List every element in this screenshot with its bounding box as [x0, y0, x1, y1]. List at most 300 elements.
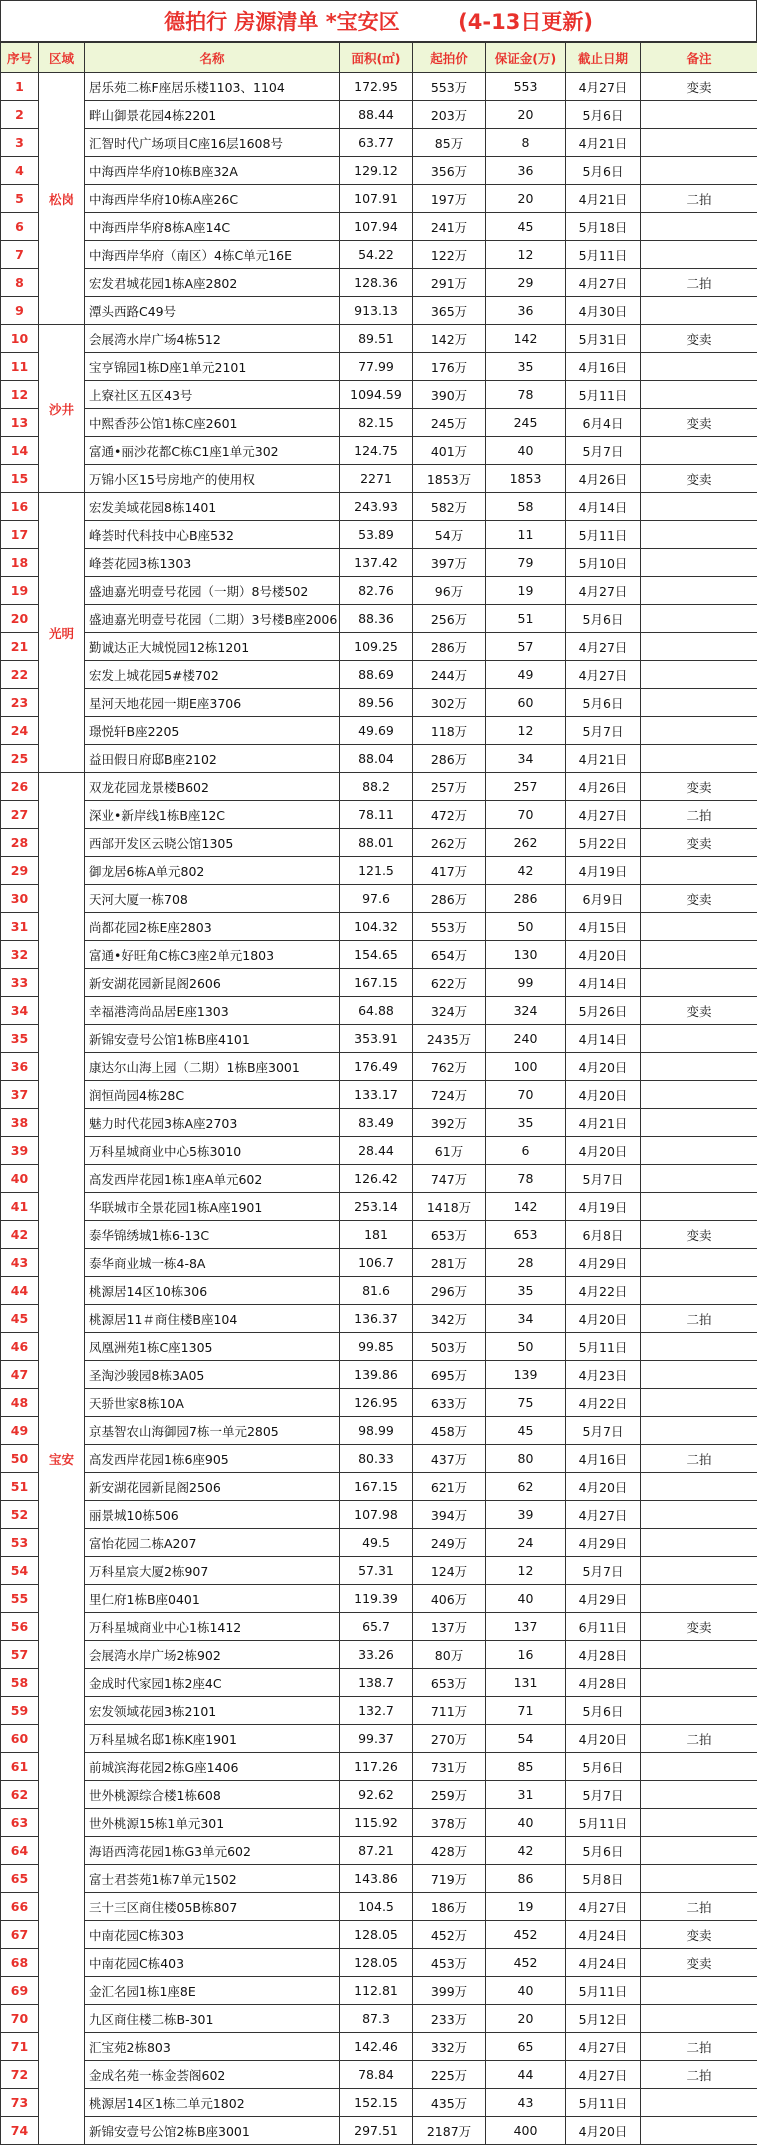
deadline-date: 5月7日 — [566, 1417, 641, 1445]
start-price: 286万 — [413, 633, 486, 661]
area-value: 119.39 — [340, 1585, 413, 1613]
note-value — [641, 1977, 757, 2005]
deadline-date: 4月20日 — [566, 1473, 641, 1501]
start-price: 401万 — [413, 437, 486, 465]
row-index: 71 — [1, 2033, 39, 2061]
area-value: 107.94 — [340, 213, 413, 241]
start-price: 453万 — [413, 1949, 486, 1977]
deposit-value: 142 — [486, 325, 566, 353]
note-value — [641, 1109, 757, 1137]
area-value: 88.69 — [340, 661, 413, 689]
deadline-date: 5月10日 — [566, 549, 641, 577]
deposit-value: 70 — [486, 801, 566, 829]
start-price: 186万 — [413, 1893, 486, 1921]
deadline-date: 5月7日 — [566, 1781, 641, 1809]
area-value: 54.22 — [340, 241, 413, 269]
deadline-date: 4月29日 — [566, 1585, 641, 1613]
start-price: 137万 — [413, 1613, 486, 1641]
start-price: 621万 — [413, 1473, 486, 1501]
area-value: 99.37 — [340, 1725, 413, 1753]
property-name: 万科星城商业中心1栋1412 — [85, 1613, 340, 1641]
property-name: 会展湾水岸广场2栋902 — [85, 1641, 340, 1669]
note-value — [641, 661, 757, 689]
row-index: 54 — [1, 1557, 39, 1585]
property-name: 汇智时代广场项目C座16层1608号 — [85, 129, 340, 157]
note-value — [641, 1585, 757, 1613]
area-value: 126.95 — [340, 1389, 413, 1417]
deposit-value: 78 — [486, 381, 566, 409]
row-index: 37 — [1, 1081, 39, 1109]
table-row — [1, 745, 757, 773]
start-price: 762万 — [413, 1053, 486, 1081]
deadline-date: 4月29日 — [566, 1249, 641, 1277]
deadline-date: 4月27日 — [566, 73, 641, 101]
table-row — [1, 661, 757, 689]
note-value — [641, 605, 757, 633]
area-value: 128.05 — [340, 1949, 413, 1977]
deadline-date: 6月4日 — [566, 409, 641, 437]
deadline-date: 5月8日 — [566, 1865, 641, 1893]
deadline-date: 4月27日 — [566, 633, 641, 661]
deposit-value: 6 — [486, 1137, 566, 1165]
note-value — [641, 969, 757, 997]
row-index: 63 — [1, 1809, 39, 1837]
start-price: 582万 — [413, 493, 486, 521]
deadline-date: 5月26日 — [566, 997, 641, 1025]
note-value — [641, 1473, 757, 1501]
note-value: 二拍 — [641, 1893, 757, 1921]
row-index: 72 — [1, 2061, 39, 2089]
start-price: 397万 — [413, 549, 486, 577]
property-name: 九区商住楼二栋B-301 — [85, 2005, 340, 2033]
deadline-date: 4月20日 — [566, 1305, 641, 1333]
area-value: 104.32 — [340, 913, 413, 941]
property-name: 宏发君城花园1栋A座2802 — [85, 269, 340, 297]
deposit-value: 139 — [486, 1361, 566, 1389]
note-value — [641, 1753, 757, 1781]
property-name: 金成名苑一栋金荟阁602 — [85, 2061, 340, 2089]
property-name: 尚都花园2栋E座2803 — [85, 913, 340, 941]
row-index: 67 — [1, 1921, 39, 1949]
table-row — [1, 2033, 757, 2061]
note-value: 二拍 — [641, 269, 757, 297]
deposit-value: 8 — [486, 129, 566, 157]
property-name: 中海西岸华府10栋A座26C — [85, 185, 340, 213]
table-row — [1, 325, 757, 353]
start-price: 96万 — [413, 577, 486, 605]
start-price: 296万 — [413, 1277, 486, 1305]
start-price: 435万 — [413, 2089, 486, 2117]
note-value — [641, 1417, 757, 1445]
property-name: 新锦安壹号公馆1栋B座4101 — [85, 1025, 340, 1053]
deadline-date: 4月24日 — [566, 1949, 641, 1977]
deadline-date: 5月6日 — [566, 1753, 641, 1781]
deposit-value: 19 — [486, 577, 566, 605]
start-price: 2187万 — [413, 2117, 486, 2145]
note-value: 变卖 — [641, 997, 757, 1025]
deadline-date: 4月14日 — [566, 969, 641, 997]
area-value: 132.7 — [340, 1697, 413, 1725]
deposit-value: 99 — [486, 969, 566, 997]
row-index: 35 — [1, 1025, 39, 1053]
note-value — [641, 1557, 757, 1585]
note-value — [641, 2089, 757, 2117]
deadline-date: 4月27日 — [566, 801, 641, 829]
listing-table — [0, 42, 757, 2145]
property-name: 新安湖花园新昆阁2606 — [85, 969, 340, 997]
row-index: 55 — [1, 1585, 39, 1613]
deposit-value: 42 — [486, 857, 566, 885]
row-index: 36 — [1, 1053, 39, 1081]
property-name: 中熙香莎公馆1栋C座2601 — [85, 409, 340, 437]
deposit-value: 24 — [486, 1529, 566, 1557]
property-name: 中南花园C栋303 — [85, 1921, 340, 1949]
note-value — [641, 1193, 757, 1221]
property-name: 富通•丽沙花都C栋C1座1单元302 — [85, 437, 340, 465]
note-value: 变卖 — [641, 773, 757, 801]
deposit-value: 31 — [486, 1781, 566, 1809]
note-value — [641, 1165, 757, 1193]
row-index: 14 — [1, 437, 39, 465]
area-value: 106.7 — [340, 1249, 413, 1277]
deadline-date: 5月18日 — [566, 213, 641, 241]
property-name: 天河大厦一栋708 — [85, 885, 340, 913]
row-index: 20 — [1, 605, 39, 633]
property-name: 世外桃源15栋1单元301 — [85, 1809, 340, 1837]
row-index: 60 — [1, 1725, 39, 1753]
row-index: 12 — [1, 381, 39, 409]
deadline-date: 4月27日 — [566, 1893, 641, 1921]
start-price: 406万 — [413, 1585, 486, 1613]
row-index: 70 — [1, 2005, 39, 2033]
row-index: 29 — [1, 857, 39, 885]
start-price: 394万 — [413, 1501, 486, 1529]
deposit-value: 35 — [486, 1109, 566, 1137]
row-index: 21 — [1, 633, 39, 661]
start-price: 122万 — [413, 241, 486, 269]
area-value: 112.81 — [340, 1977, 413, 2005]
note-value: 变卖 — [641, 885, 757, 913]
row-index: 53 — [1, 1529, 39, 1557]
start-price: 428万 — [413, 1837, 486, 1865]
deposit-value: 40 — [486, 1585, 566, 1613]
start-price: 503万 — [413, 1333, 486, 1361]
note-value — [641, 241, 757, 269]
start-price: 437万 — [413, 1445, 486, 1473]
row-index: 44 — [1, 1277, 39, 1305]
deposit-value: 78 — [486, 1165, 566, 1193]
start-price: 118万 — [413, 717, 486, 745]
row-index: 2 — [1, 101, 39, 129]
table-row — [1, 1249, 757, 1277]
row-index: 64 — [1, 1837, 39, 1865]
property-name: 盛迪嘉光明壹号花园（二期）3号楼B座2006 — [85, 605, 340, 633]
deposit-value: 80 — [486, 1445, 566, 1473]
start-price: 653万 — [413, 1221, 486, 1249]
property-name: 魅力时代花园3栋A座2703 — [85, 1109, 340, 1137]
area-value: 172.95 — [340, 73, 413, 101]
deadline-date: 4月20日 — [566, 2117, 641, 2145]
header-district: 区域 — [39, 43, 85, 73]
row-index: 50 — [1, 1445, 39, 1473]
area-value: 353.91 — [340, 1025, 413, 1053]
area-value: 65.7 — [340, 1613, 413, 1641]
note-value: 二拍 — [641, 1445, 757, 1473]
note-value — [641, 745, 757, 773]
table-row — [1, 409, 757, 437]
table-row — [1, 1557, 757, 1585]
start-price: 711万 — [413, 1697, 486, 1725]
property-name: 天骄世家8栋10A — [85, 1389, 340, 1417]
property-name: 幸福港湾尚品居E座1303 — [85, 997, 340, 1025]
note-value — [641, 1137, 757, 1165]
row-index: 46 — [1, 1333, 39, 1361]
deadline-date: 4月26日 — [566, 465, 641, 493]
start-price: 553万 — [413, 913, 486, 941]
area-value: 2271 — [340, 465, 413, 493]
area-value: 176.49 — [340, 1053, 413, 1081]
note-value: 变卖 — [641, 465, 757, 493]
row-index: 27 — [1, 801, 39, 829]
deadline-date: 4月26日 — [566, 773, 641, 801]
table-row — [1, 157, 757, 185]
area-value: 89.51 — [340, 325, 413, 353]
table-row — [1, 1137, 757, 1165]
row-index: 41 — [1, 1193, 39, 1221]
start-price: 225万 — [413, 2061, 486, 2089]
start-price: 724万 — [413, 1081, 486, 1109]
deadline-date: 5月11日 — [566, 1333, 641, 1361]
table-header-row — [1, 43, 757, 73]
deposit-value: 35 — [486, 1277, 566, 1305]
row-index: 34 — [1, 997, 39, 1025]
start-price: 1853万 — [413, 465, 486, 493]
row-index: 22 — [1, 661, 39, 689]
table-row — [1, 1389, 757, 1417]
property-name: 凤凰洲苑1栋C座1305 — [85, 1333, 340, 1361]
start-price: 633万 — [413, 1389, 486, 1417]
table-row — [1, 773, 757, 801]
district-cell: 宝安 — [39, 773, 85, 2145]
note-value — [641, 1781, 757, 1809]
note-value: 二拍 — [641, 1305, 757, 1333]
deposit-value: 42 — [486, 1837, 566, 1865]
area-value: 115.92 — [340, 1809, 413, 1837]
property-name: 新锦安壹号公馆2栋B座3001 — [85, 2117, 340, 2145]
start-price: 203万 — [413, 101, 486, 129]
deposit-value: 49 — [486, 661, 566, 689]
row-index: 15 — [1, 465, 39, 493]
property-name: 深业•新岸线1栋B座12C — [85, 801, 340, 829]
row-index: 3 — [1, 129, 39, 157]
row-index: 56 — [1, 1613, 39, 1641]
deadline-date: 5月11日 — [566, 2089, 641, 2117]
start-price: 54万 — [413, 521, 486, 549]
deposit-value: 44 — [486, 2061, 566, 2089]
deadline-date: 4月16日 — [566, 353, 641, 381]
note-value — [641, 717, 757, 745]
note-value — [641, 381, 757, 409]
property-name: 中海西岸华府10栋B座32A — [85, 157, 340, 185]
deposit-value: 45 — [486, 213, 566, 241]
deposit-value: 16 — [486, 1641, 566, 1669]
row-index: 65 — [1, 1865, 39, 1893]
property-name: 富怡花园二栋A207 — [85, 1529, 340, 1557]
property-name: 峰荟花园3栋1303 — [85, 549, 340, 577]
deadline-date: 4月14日 — [566, 493, 641, 521]
area-value: 913.13 — [340, 297, 413, 325]
table-row — [1, 1585, 757, 1613]
header-deposit: 保证金(万) — [486, 43, 566, 73]
area-value: 181 — [340, 1221, 413, 1249]
property-name: 双龙花园龙景楼B602 — [85, 773, 340, 801]
note-value — [641, 1361, 757, 1389]
note-value — [641, 213, 757, 241]
row-index: 10 — [1, 325, 39, 353]
area-value: 121.5 — [340, 857, 413, 885]
start-price: 695万 — [413, 1361, 486, 1389]
start-price: 249万 — [413, 1529, 486, 1557]
deadline-date: 4月27日 — [566, 577, 641, 605]
area-value: 253.14 — [340, 1193, 413, 1221]
deadline-date: 4月27日 — [566, 269, 641, 297]
note-value: 变卖 — [641, 829, 757, 857]
row-index: 6 — [1, 213, 39, 241]
row-index: 58 — [1, 1669, 39, 1697]
property-name: 宏发美域花园8栋1401 — [85, 493, 340, 521]
deadline-date: 5月11日 — [566, 1809, 641, 1837]
row-index: 66 — [1, 1893, 39, 1921]
deadline-date: 4月23日 — [566, 1361, 641, 1389]
area-value: 124.75 — [340, 437, 413, 465]
note-value: 二拍 — [641, 801, 757, 829]
table-row — [1, 465, 757, 493]
note-value — [641, 1669, 757, 1697]
property-name: 新安湖花园新昆阁2506 — [85, 1473, 340, 1501]
area-value: 64.88 — [340, 997, 413, 1025]
area-value: 82.15 — [340, 409, 413, 437]
page-title: 德拍行 房源清单 *宝安区 (4-13日更新) — [0, 0, 757, 42]
start-price: 553万 — [413, 73, 486, 101]
start-price: 332万 — [413, 2033, 486, 2061]
table-row — [1, 1221, 757, 1249]
area-value: 88.04 — [340, 745, 413, 773]
start-price: 392万 — [413, 1109, 486, 1137]
area-value: 243.93 — [340, 493, 413, 521]
note-value — [641, 521, 757, 549]
row-index: 1 — [1, 73, 39, 101]
row-index: 9 — [1, 297, 39, 325]
table-row — [1, 1781, 757, 1809]
start-price: 365万 — [413, 297, 486, 325]
deadline-date: 5月6日 — [566, 101, 641, 129]
note-value — [641, 1529, 757, 1557]
table-row — [1, 969, 757, 997]
property-name: 富通•好旺角C栋C3座2单元1803 — [85, 941, 340, 969]
property-name: 里仁府1栋B座0401 — [85, 1585, 340, 1613]
property-name: 宏发上城花园5#楼702 — [85, 661, 340, 689]
start-price: 302万 — [413, 689, 486, 717]
note-value — [641, 1501, 757, 1529]
row-index: 49 — [1, 1417, 39, 1445]
table-row — [1, 1725, 757, 1753]
deposit-value: 65 — [486, 2033, 566, 2061]
start-price: 233万 — [413, 2005, 486, 2033]
property-name: 星河天地花园一期E座3706 — [85, 689, 340, 717]
table-row — [1, 437, 757, 465]
row-index: 68 — [1, 1949, 39, 1977]
table-row — [1, 241, 757, 269]
note-value — [641, 493, 757, 521]
row-index: 17 — [1, 521, 39, 549]
row-index: 73 — [1, 2089, 39, 2117]
start-price: 197万 — [413, 185, 486, 213]
start-price: 378万 — [413, 1809, 486, 1837]
area-value: 88.36 — [340, 605, 413, 633]
table-row — [1, 1977, 757, 2005]
table-row — [1, 1837, 757, 1865]
table-row — [1, 941, 757, 969]
note-value — [641, 1277, 757, 1305]
start-price: 324万 — [413, 997, 486, 1025]
deposit-value: 131 — [486, 1669, 566, 1697]
start-price: 176万 — [413, 353, 486, 381]
property-name: 璟悦轩B座2205 — [85, 717, 340, 745]
area-value: 143.86 — [340, 1865, 413, 1893]
note-value — [641, 577, 757, 605]
table-row — [1, 2005, 757, 2033]
property-name: 宝亨锦园1栋D座1单元2101 — [85, 353, 340, 381]
start-price: 85万 — [413, 129, 486, 157]
area-value: 80.33 — [340, 1445, 413, 1473]
note-value: 变卖 — [641, 325, 757, 353]
note-value — [641, 549, 757, 577]
deadline-date: 4月29日 — [566, 1529, 641, 1557]
deposit-value: 28 — [486, 1249, 566, 1277]
table-row — [1, 1445, 757, 1473]
area-value: 89.56 — [340, 689, 413, 717]
deadline-date: 5月7日 — [566, 1557, 641, 1585]
row-index: 24 — [1, 717, 39, 745]
table-row — [1, 521, 757, 549]
deposit-value: 245 — [486, 409, 566, 437]
property-name: 泰华商业城一栋4-8A — [85, 1249, 340, 1277]
start-price: 399万 — [413, 1977, 486, 2005]
area-value: 88.01 — [340, 829, 413, 857]
deposit-value: 100 — [486, 1053, 566, 1081]
property-name: 中南花园C栋403 — [85, 1949, 340, 1977]
deposit-value: 20 — [486, 185, 566, 213]
deposit-value: 36 — [486, 297, 566, 325]
note-value — [641, 1865, 757, 1893]
table-row — [1, 997, 757, 1025]
area-value: 139.86 — [340, 1361, 413, 1389]
area-value: 133.17 — [340, 1081, 413, 1109]
table-row — [1, 1865, 757, 1893]
row-index: 19 — [1, 577, 39, 605]
deposit-value: 11 — [486, 521, 566, 549]
table-row — [1, 1697, 757, 1725]
property-name: 桃源居14区1栋二单元1802 — [85, 2089, 340, 2117]
deposit-value: 1853 — [486, 465, 566, 493]
deadline-date: 4月15日 — [566, 913, 641, 941]
row-index: 28 — [1, 829, 39, 857]
area-value: 107.98 — [340, 1501, 413, 1529]
note-value: 二拍 — [641, 1725, 757, 1753]
start-price: 80万 — [413, 1641, 486, 1669]
deposit-value: 54 — [486, 1725, 566, 1753]
property-name: 潭头西路C49号 — [85, 297, 340, 325]
